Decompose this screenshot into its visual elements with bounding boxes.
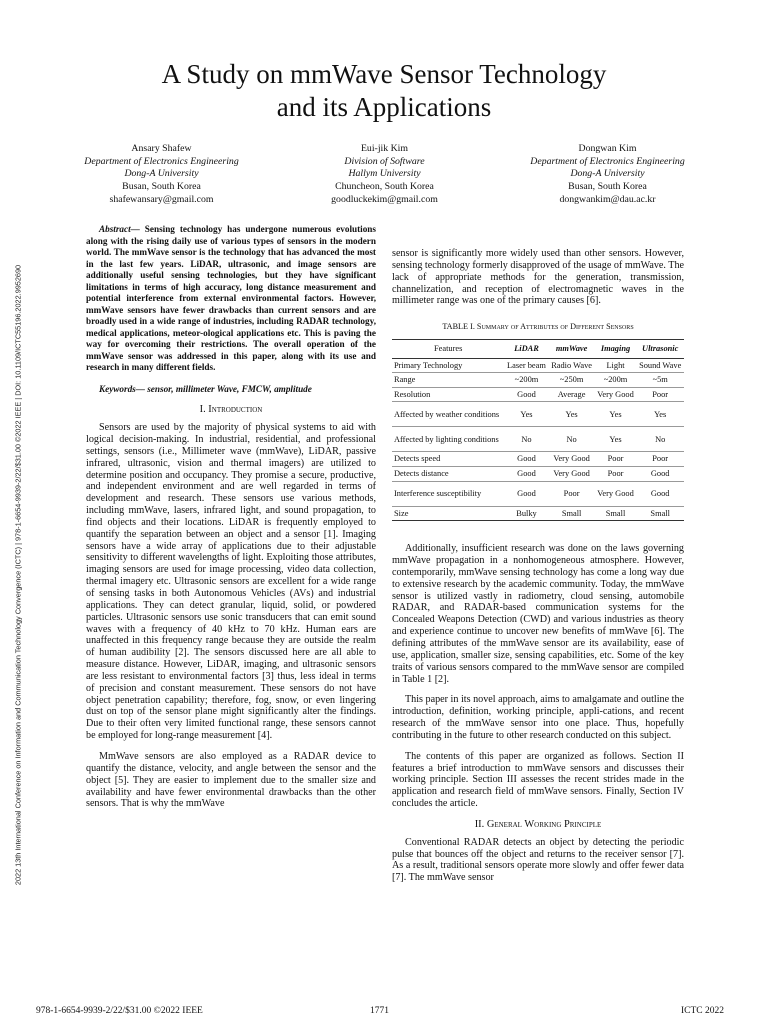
table-cell: No xyxy=(636,427,684,452)
table-header: mmWave xyxy=(549,340,595,359)
table-row xyxy=(392,467,684,482)
abstract xyxy=(86,224,376,374)
table-cell: Radio Wave xyxy=(549,358,595,373)
table-cell: Yes xyxy=(504,402,548,427)
table-cell: Poor xyxy=(595,452,637,467)
table-cell: Detects speed xyxy=(392,452,504,467)
section-heading-working-principle: II. General Working Principle xyxy=(474,818,602,830)
right-paragraph-0: sensor is significantly more widely used than other sensors. However, sensing technology formerly disapproved of the usage of mmWave. The lack of appropriate methods for the generation, transmission, channelization, and reception of electromagnetic waves in the millimeter range was one of the primary causes [6]. xyxy=(392,248,684,307)
author-name: Ansary Shafew xyxy=(131,143,192,154)
table-cell: Yes xyxy=(549,402,595,427)
table-cell: Range xyxy=(392,373,504,388)
author-city: Busan, South Korea xyxy=(568,181,647,193)
table-cell: Yes xyxy=(636,402,684,427)
table-cell: Interference susceptibility xyxy=(392,481,504,506)
table-cell: Good xyxy=(504,467,548,482)
table-cell: Very Good xyxy=(549,467,595,482)
table-header-row xyxy=(392,340,684,359)
author-univ: Dong-A University xyxy=(124,168,199,180)
table-cell: Size xyxy=(392,506,504,521)
table-cell: Bulky xyxy=(504,506,548,521)
author-2 xyxy=(273,143,496,207)
table-cell: Affected by lighting conditions xyxy=(392,427,504,452)
footer-conference: ICTC 2022 xyxy=(681,1006,725,1016)
table-cell: Very Good xyxy=(595,481,637,506)
table-caption: TABLE I. Summary of Attributes of Different Sensors xyxy=(442,322,634,332)
table-cell: Poor xyxy=(595,467,637,482)
author-city: Chuncheon, South Korea xyxy=(335,181,434,193)
doi-sidebar xyxy=(8,140,28,1010)
table-cell: No xyxy=(549,427,595,452)
table-header: LiDAR xyxy=(504,340,548,359)
table-cell: No xyxy=(504,427,548,452)
table-cell: ~200m xyxy=(504,373,548,388)
left-column xyxy=(86,224,376,810)
table-cell: Small xyxy=(549,506,595,521)
table-row xyxy=(392,506,684,521)
keywords: Keywords— sensor, millimeter Wave, FMCW, amplitude xyxy=(99,383,312,394)
table-cell: Primary Technology xyxy=(392,358,504,373)
right-paragraph-2: This paper in its novel approach, aims to amalgamate and outline the introduction, definition, working principle, appli-cations, and recent research of the mmWave sensor into one place. Thus, hopefully contributing in the future to other research conducted on this subject. xyxy=(392,694,684,741)
table-row xyxy=(392,373,684,388)
table-row xyxy=(392,387,684,402)
table-cell: Light xyxy=(595,358,637,373)
author-name: Dongwan Kim xyxy=(578,143,637,154)
table-row xyxy=(392,427,684,452)
author-name: Eui-jik Kim xyxy=(360,143,409,154)
author-dept: Division of Software xyxy=(344,155,425,167)
footer-page-number: 1771 xyxy=(370,1006,389,1016)
table-cell: ~200m xyxy=(595,373,637,388)
author-univ: Dong-A University xyxy=(570,168,645,180)
table-cell: Good xyxy=(636,467,684,482)
title-line-1: A Study on mmWave Sensor Technology xyxy=(161,59,607,89)
title-line-2: and its Applications xyxy=(276,92,492,122)
author-email: goodluckekim@gmail.com xyxy=(331,193,438,205)
author-univ: Hallym University xyxy=(348,168,421,180)
author-1 xyxy=(50,143,273,207)
table-cell: Small xyxy=(636,506,684,521)
table-row xyxy=(392,481,684,506)
table-cell: Small xyxy=(595,506,637,521)
table-cell: Poor xyxy=(636,452,684,467)
right-column xyxy=(392,248,684,884)
author-email: dongwankim@dau.ac.kr xyxy=(559,193,656,205)
table-cell: Resolution xyxy=(392,387,504,402)
author-3 xyxy=(496,143,719,207)
footer-copyright: 978-1-6654-9939-2/22/$31.00 ©2022 IEEE xyxy=(36,1006,203,1016)
right-paragraph-3: The contents of this paper are organized as follows. Section II features a brief introduction to mmWave sensors and discusses their working principle. Section III assesses the recent strides made in the application and research field of mmWave sensors. Finally, Section IV concludes the article. xyxy=(392,750,684,810)
table-cell: Affected by weather conditions xyxy=(392,402,504,427)
table-cell: Sound Wave xyxy=(636,358,684,373)
table-cell: Good xyxy=(504,481,548,506)
author-city: Busan, South Korea xyxy=(122,181,201,193)
table-row xyxy=(392,358,684,373)
table-cell: Yes xyxy=(595,402,637,427)
table-row xyxy=(392,452,684,467)
table-header: Features xyxy=(392,340,504,359)
table-cell: Good xyxy=(636,481,684,506)
section-heading-introduction: I. Introduction xyxy=(199,404,263,416)
author-dept: Department of Electronics Engineering xyxy=(530,155,685,167)
table-cell: Poor xyxy=(549,481,595,506)
table-cell: Average xyxy=(549,387,595,402)
abstract-lead: Abstract— xyxy=(99,224,140,234)
table-cell: Detects distance xyxy=(392,467,504,482)
paper-title xyxy=(0,58,768,124)
right-paragraph-4: Conventional RADAR detects an object by detecting the periodic pulse that bounces off the object and returns to the receiver sensor [7]. As a result, traditional sensors operate more slowly and offer fewer data [7]. The mmWave sensor xyxy=(392,836,684,884)
table-cell: Yes xyxy=(595,427,637,452)
table-header: Ultrasonic xyxy=(636,340,684,359)
table-cell: Very Good xyxy=(549,452,595,467)
table-cell: ~250m xyxy=(549,373,595,388)
table-cell: Good xyxy=(504,452,548,467)
table-cell: Good xyxy=(504,387,548,402)
author-dept: Department of Electronics Engineering xyxy=(84,155,239,167)
table-cell: Poor xyxy=(636,387,684,402)
author-block xyxy=(50,143,718,213)
table-cell: ~5m xyxy=(636,373,684,388)
right-paragraph-1: Additionally, insufficient research was done on the laws governing mmWave propagation in a nonhomogeneous atmosphere. However, contemporarily, mmWave sensing technology has come a long way due to extensive research by the academic community. Today, the mmWave sensor is utilized vastly in radiometry, cloud sensing, automobile RADAR, and RADAR-based communication systems for the Concealed Weapons Detection (CWD) and various industries as theory and experience continue to uncover new benefits of mmWave [6]. The defining attributes of the mmWave sensor are its availability, ease of use, application, smaller size, sensing capabilities, etc. Some of the key traits of various sensors compared to the mmWave sensor are compiled in Table 1 [2]. xyxy=(392,543,684,685)
abstract-body: Sensing technology has undergone numerous evolutions along with the rising daily use of various types of sensors in the modern world. The mmWave sensor is the technology that has advanced the most in the last few years. LiDAR, ultrasonic, and image sensors are additionally useful sensing technologies, but they have significant limitations in terms of high accuracy, long distance measurement and potential interference from external environmental factors. However, mmWave sensors have fewer drawbacks than current sensors and are broadly used in a wide range of industries, including RADAR technology, medical applications, meteor-ological applications etc. This is paving the way for overcoming their restrictions. The overall operation of the mmWave sensor was addressed in this paper, along with its use and research in many different fields. xyxy=(86,224,376,372)
doi-sidebar-text: 2022 13th International Conference on Information and Communication Technology Convergence (ICTC) | 978-1-6654-9939-2/22/$31.00 ©2022 IEEE | DOI: 10.1109/ICTC55196.2022.9952690 xyxy=(13,264,23,886)
intro-paragraph-1: Sensors are used by the majority of physical systems to aid with logical decision-making. In industrial, residential, and professional settings, sensors (i.e., Millimeter wave (mmWave), LiDAR, passive infrared, ultrasonic, vision and thermal imagers) are utilized to determine position and occupancy. They promise a secure, productive, and independent environment and are well regarded in terms of development and research. These sensors use various methods, including mmWave, lasers, infrared light, and sound propagation, to find objects and their locations. LiDAR is frequently employed to quantify the separation between an object and a sensor [1]. Imaging sensors have a wide array of applications due to their adjustable sensitivity to different wavelengths of light. Exploiting those attributes, imaging sensors are used for image processing, video data collection, thermal imagery etc. Ultrasonic sensors are excellent for a wide range of sensing tasks in both Autonomous Vehicles (AVs) and industrial applications. They can detect granular, liquid, solid, or powdered particles. Ultrasonic sensors use sonic transducers that can emit sound waves with a frequency of 40 kHz to 70 kHz. Human ears are unaffected in this frequency range because they are outside the realm of human audibility [2]. The sensors discussed here are all able to measure distance. However, LiDAR, imaging, and ultrasonic sensors are less resistant to environmental factors [3] thus, less ideal in terms of precision and constant measurement. These sensors do not have object penetration capability; therefore, fog, snow, or even lingering dust on top of the sensor plane might significantly alter the findings. Due to their often very limited functional range, these sensors cannot be employed for long-range measurement [4]. xyxy=(86,422,376,742)
sensor-comparison-table xyxy=(392,339,684,521)
author-email: shafewansary@gmail.com xyxy=(109,193,214,205)
table-row xyxy=(392,402,684,427)
table-header: Imaging xyxy=(595,340,637,359)
table-cell: Very Good xyxy=(595,387,637,402)
intro-paragraph-2: MmWave sensors are also employed as a RADAR device to quantify the distance, velocity, and angle between the sensor and the object [5]. They are easier to implement due to the smaller size and availability and have fewer environmental drawbacks than the other sensors. That is why the mmWave xyxy=(86,750,376,810)
table-cell: Laser beam xyxy=(504,358,548,373)
